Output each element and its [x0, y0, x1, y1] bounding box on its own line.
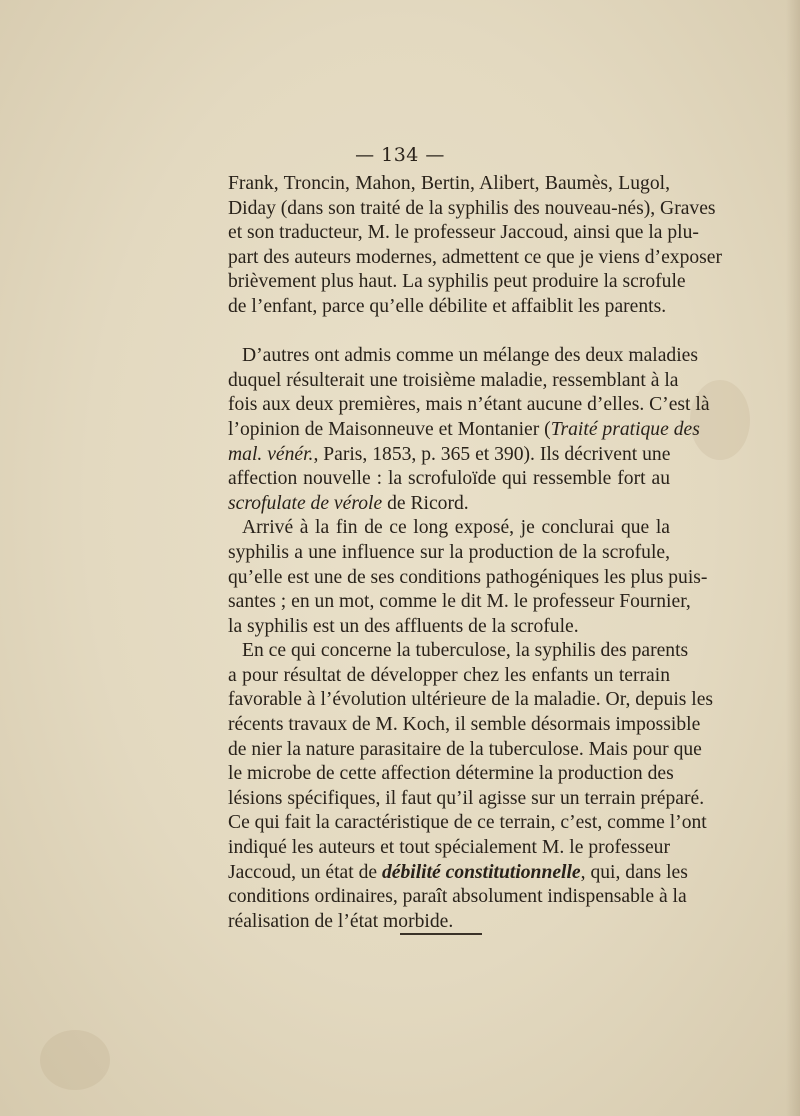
text-line: syphilis a une influence sur la production de la scrofule,: [228, 541, 670, 563]
end-rule: [400, 933, 482, 935]
italic-term: scrofulate de vérole: [228, 492, 383, 514]
text-line: duquel résulterait une troisième maladie, ressemblant à la: [228, 369, 679, 391]
text-line: la syphilis est un des affluents de la scrofule.: [228, 615, 579, 637]
text-line: conditions ordinaires, paraît absolument indispensable à la: [228, 886, 687, 908]
text-line: fois aux deux premières, mais n’étant aucune d’elles. C’est là: [228, 394, 710, 416]
text-line: Jaccoud, un état de débilité constitutionnelle, qui, dans les: [228, 861, 688, 883]
text-line: qu’elle est une de ses conditions pathogéniques les plus puis-: [228, 566, 708, 588]
text-line: D’autres ont admis comme un mélange des deux maladies: [242, 345, 698, 367]
text-line: de l’enfant, parce qu’elle débilite et affaiblit les parents.: [228, 295, 667, 317]
paper-stain: [40, 1030, 110, 1090]
text-line: et son traducteur, M. le professeur Jaccoud, ainsi que la plu-: [228, 222, 699, 244]
text-line: réalisation de l’état morbide.: [228, 910, 454, 932]
text-line: brièvement plus haut. La syphilis peut produire la scrofule: [228, 271, 686, 293]
text-line: indiqué les auteurs et tout spécialement M. le professeur: [228, 837, 670, 859]
text-line: de nier la nature parasitaire de la tuberculose. Mais pour que: [228, 738, 702, 760]
body-text: [228, 172, 723, 934]
text-line: part des auteurs modernes, admettent ce que je viens d’exposer: [228, 246, 723, 268]
italic-title: mal. vénér.: [228, 443, 314, 465]
text-line: Arrivé à la fin de ce long exposé, je conclurai que la: [242, 517, 670, 539]
text-line: scrofulate de vérole de Ricord.: [228, 492, 469, 514]
text-line: l’opinion de Maisonneuve et Montanier (Traité pratique des: [228, 418, 700, 440]
text-line: affection nouvelle : la scrofuloïde qui ressemble fort au: [228, 468, 670, 490]
text-line: Ce qui fait la caractéristique de ce terrain, c’est, comme l’ont: [228, 812, 707, 834]
emphasis-term: débilité constitutionnelle: [381, 861, 581, 883]
text-line: le microbe de cette affection détermine la production des: [228, 763, 674, 785]
page-number: — 134 —: [355, 144, 445, 166]
paragraph-gap: [228, 320, 670, 345]
text-line: récents travaux de M. Koch, il semble désormais impossible: [228, 714, 701, 736]
text-line: mal. vénér., Paris, 1853, p. 365 et 390). Ils décrivent une: [228, 443, 671, 465]
italic-title: Traité pratique des: [550, 418, 700, 440]
text-line: a pour résultat de développer chez les enfants un terrain: [228, 664, 670, 686]
text-line: favorable à l’évolution ultérieure de la maladie. Or, depuis les: [228, 689, 714, 711]
page-edge-shadow: [786, 0, 800, 1116]
text-line: Diday (dans son traité de la syphilis des nouveau-nés), Graves: [228, 197, 716, 219]
text-line: En ce qui concerne la tuberculose, la syphilis des parents: [242, 640, 689, 662]
text-line: Frank, Troncin, Mahon, Bertin, Alibert, Baumès, Lugol,: [228, 173, 670, 194]
text-line: lésions spécifiques, il faut qu’il agisse sur un terrain préparé.: [228, 787, 705, 809]
text-line: santes ; en un mot, comme le dit M. le professeur Fournier,: [228, 591, 691, 613]
